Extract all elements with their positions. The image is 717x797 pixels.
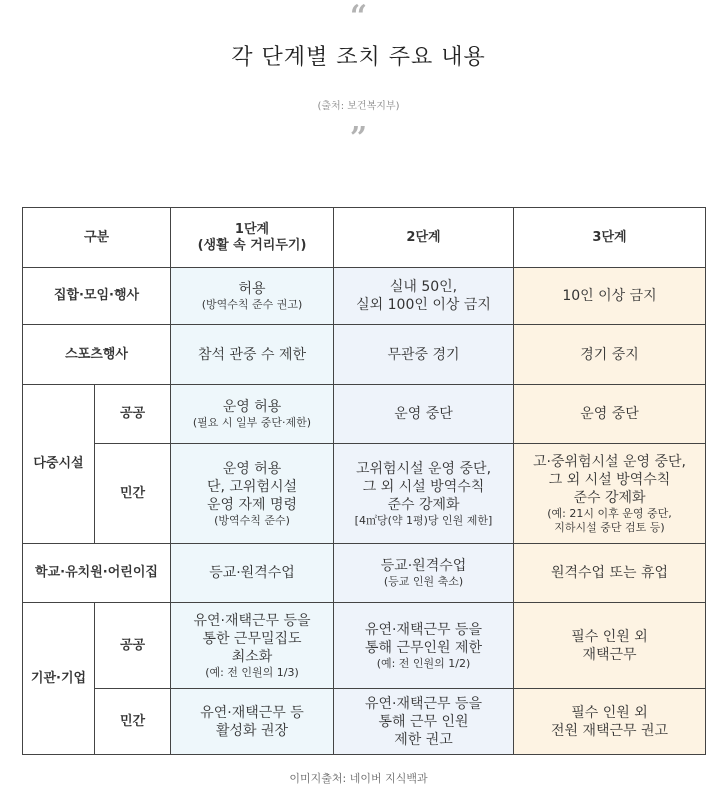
org-public-stage1-line2: 통한 근무밀집도 (202, 630, 302, 647)
org-private-stage2-line3: 제한 권고 (394, 731, 453, 748)
header-stage1 (171, 208, 334, 268)
table-row-multi-private (23, 444, 706, 544)
multi-private-stage1-line2: 단, 고위험시설 (206, 478, 298, 495)
sports-stage3: 경기 중지 (580, 346, 639, 363)
org-public-stage2-line2: 통해 근무인원 제한 (364, 639, 483, 656)
school-stage2-cell (334, 544, 514, 603)
school-stage1-cell (171, 544, 334, 603)
multi-private-stage3-note1: (예: 21시 이후 운영 중단, (547, 506, 672, 520)
multi-private-stage3-note2: 지하시설 중단 검토 등) (554, 520, 665, 534)
org-public-stage1-line3: 최소화 (231, 648, 273, 665)
multi-private-stage3-line3: 준수 강제화 (573, 489, 646, 506)
multi-public-stage3-cell (514, 385, 706, 444)
org-private-stage3-cell (514, 689, 706, 755)
row-sublabel-org-private: 민간 (95, 689, 171, 755)
sports-stage1: 참석 관중 수 제한 (197, 346, 307, 363)
multi-private-stage3-line1: 고·중위험시설 운영 중단, (532, 453, 687, 470)
header-stage3: 3단계 (514, 208, 706, 268)
sports-stage2: 무관중 경기 (387, 346, 460, 363)
image-source-footer: 이미지출처: 네이버 지식백과 (289, 772, 428, 785)
multi-private-stage1-line3: 운영 자제 명령 (206, 496, 298, 513)
multi-private-stage2-note: [4㎡당(약 1평)당 인원 제한] (354, 513, 493, 527)
row-label-multi-facility: 다중시설 (23, 385, 95, 544)
gathering-stage1-note: (방역수칙 준수 권고) (201, 298, 303, 311)
org-public-stage1-note: (예: 전 인원의 1/3) (205, 665, 299, 679)
org-private-stage3-line2: 전원 재택근무 권고 (550, 722, 669, 739)
stage-measures-table (22, 207, 706, 755)
table-row-org-private (23, 689, 706, 755)
open-quote-mark: “ (349, 0, 368, 34)
table-row-school (23, 544, 706, 603)
org-public-stage2-cell (334, 603, 514, 689)
multi-private-stage2-cell (334, 444, 514, 544)
org-private-stage1-cell (171, 689, 334, 755)
source-caption: (출처: 보건복지부) (317, 101, 400, 112)
row-label-gathering: 집합·모임·행사 (23, 268, 171, 325)
gathering-stage2-line1: 실내 50인, (389, 279, 458, 295)
org-private-stage3-line1: 필수 인원 외 (571, 704, 648, 721)
multi-private-stage2-line3: 준수 강제화 (387, 496, 460, 513)
page-title: 각 단계별 조치 주요 내용 (231, 45, 486, 70)
row-label-school: 학교·유치원·어린이집 (23, 544, 171, 603)
sports-stage1-cell (171, 325, 334, 385)
gathering-stage2-line2: 실외 100인 이상 금지 (356, 297, 491, 313)
row-sublabel-multi-private: 민간 (95, 444, 171, 544)
org-public-stage3-line2: 재택근무 (582, 646, 637, 663)
org-public-stage2-line1: 유연·재택근무 등을 (364, 621, 483, 638)
gathering-stage3-cell (514, 268, 706, 325)
header-stage1-subtitle: (생활 속 거리두기) (197, 237, 307, 253)
school-stage3: 원격수업 또는 휴업 (550, 565, 669, 581)
table-header-row (23, 208, 706, 268)
org-private-stage2-line2: 통해 근무 인원 (378, 713, 469, 730)
multi-public-stage1-note: (필요 시 일부 중단·제한) (192, 416, 312, 429)
header-stage1-title: 1단계 (234, 221, 270, 237)
header-category: 구분 (23, 208, 171, 268)
school-stage2-note: (등교 인원 축소) (383, 575, 464, 588)
school-stage3-cell (514, 544, 706, 603)
gathering-stage2-cell (334, 268, 514, 325)
org-private-stage1-line2: 활성화 권장 (215, 722, 289, 739)
school-stage2: 등교·원격수업 (380, 558, 467, 574)
org-private-stage2-cell (334, 689, 514, 755)
multi-private-stage1-cell (171, 444, 334, 544)
multi-private-stage2-line1: 고위험시설 운영 중단, (355, 460, 492, 477)
sports-stage2-cell (334, 325, 514, 385)
multi-public-stage2: 운영 중단 (394, 406, 453, 422)
multi-private-stage1-line1: 운영 허용 (222, 460, 282, 477)
multi-private-stage2-line2: 그 외 시설 방역수칙 (362, 478, 485, 495)
row-label-organization: 기관·기업 (23, 603, 95, 755)
multi-public-stage3: 운영 중단 (580, 406, 639, 422)
table-row-multi-public (23, 385, 706, 444)
school-stage1: 등교·원격수업 (209, 565, 295, 581)
org-public-stage1-cell (171, 603, 334, 689)
org-public-stage2-note: (예: 전 인원의 1/2) (376, 656, 471, 670)
multi-private-stage1-note: (방역수칙 준수) (214, 513, 290, 527)
multi-private-stage3-cell (514, 444, 706, 544)
table-row-gathering (23, 268, 706, 325)
row-sublabel-multi-public: 공공 (95, 385, 171, 444)
gathering-stage3: 10인 이상 금지 (562, 288, 657, 304)
multi-public-stage2-cell (334, 385, 514, 444)
org-public-stage3-line1: 필수 인원 외 (571, 628, 648, 645)
multi-private-stage3-line2: 그 외 시설 방역수칙 (548, 471, 671, 488)
table-row-sports (23, 325, 706, 385)
row-sublabel-org-public: 공공 (95, 603, 171, 689)
row-label-sports: 스포츠행사 (23, 325, 171, 385)
table-row-org-public (23, 603, 706, 689)
header-stage2: 2단계 (334, 208, 514, 268)
org-public-stage1-line1: 유연·재택근무 등을 (193, 612, 311, 629)
multi-public-stage1-cell (171, 385, 334, 444)
org-private-stage1-line1: 유연·재택근무 등 (200, 704, 304, 721)
gathering-stage1-cell (171, 268, 334, 325)
close-quote-mark: ” (349, 121, 368, 156)
gathering-stage1: 허용 (238, 281, 266, 297)
org-private-stage2-line1: 유연·재택근무 등을 (364, 695, 483, 712)
multi-public-stage1: 운영 허용 (222, 399, 282, 415)
sports-stage3-cell (514, 325, 706, 385)
org-public-stage3-cell (514, 603, 706, 689)
